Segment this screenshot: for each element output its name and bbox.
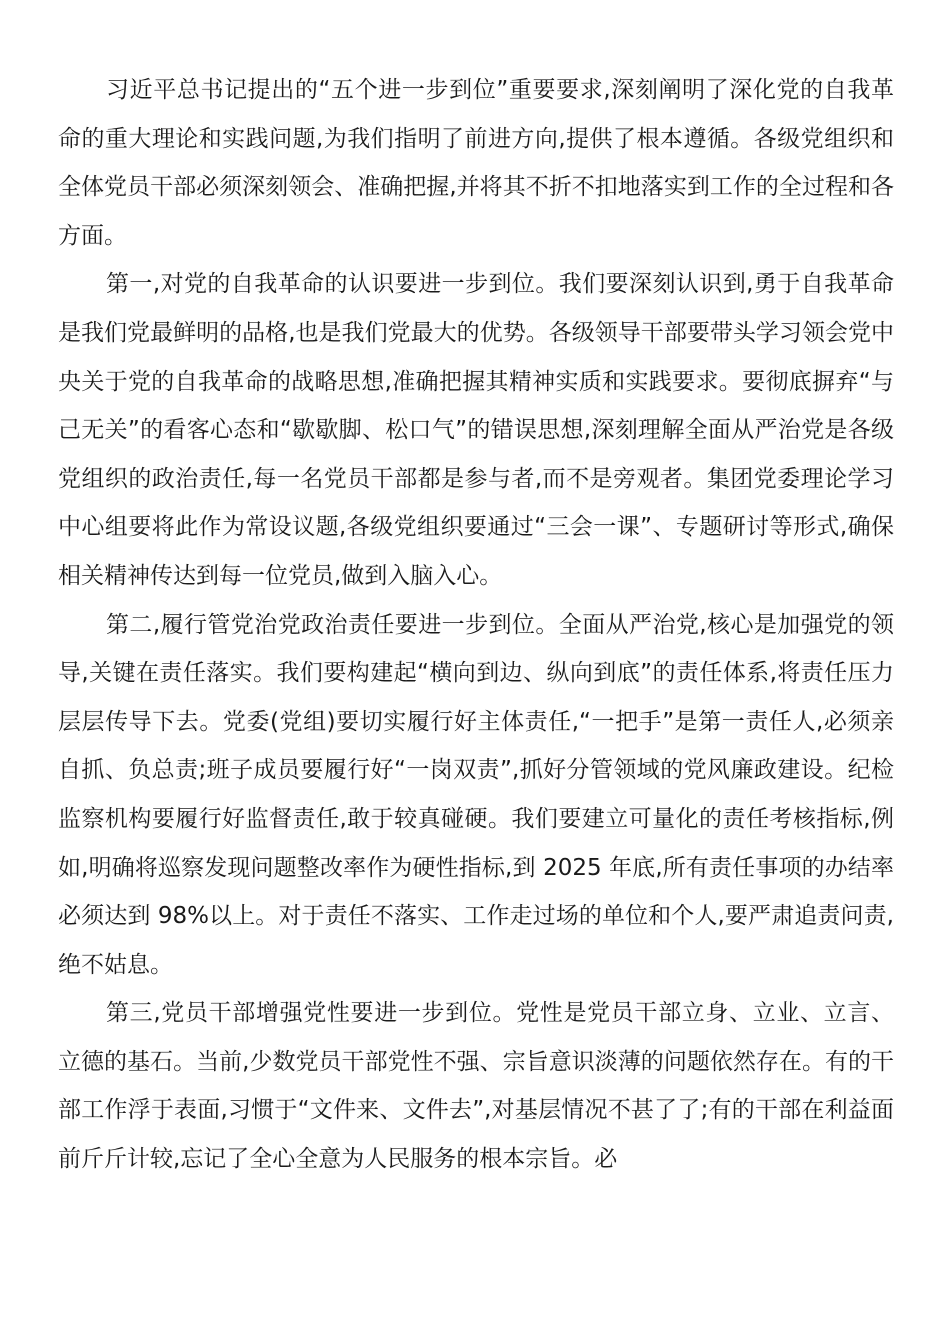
- paragraph-second-point: 第二,履行管党治党政治责任要进一步到位。全面从严治党,核心是加强党的领导,关键在责任落实。我们要构建起“横向到边、纵向到底”的责任体系,将责任压力层层传导下去。党委(党组)要切实履行好主体责任,“一把手”是第一责任人,必须亲自抓、负总责;班子成员要履行好“一岗双责”,抓好分管领域的党风廉政建设。纪检监察机构要履行好监督责任,敢于较真碰硬。我们要建立可量化的责任考核指标,例如,明确将巡察发现问题整改率作为硬性指标,到 2025 年底,所有责任事项的办结率必须达到 98%以上。对于责任不落实、工作走过场的单位和个人,要严肃追责问责,绝不姑息。: [58, 611, 894, 978]
- paragraph-third-point: 第三,党员干部增强党性要进一步到位。党性是党员干部立身、立业、立言、立德的基石。当前,少数党员干部党性不强、宗旨意识淡薄的问题依然存在。有的干部工作浮于表面,习惯于“文件来、文件去”,对基层情况不甚了了;有的干部在利益面前斤斤计较,忘记了全心全意为人民服务的根本宗旨。必: [58, 1000, 894, 1173]
- paragraph-first-point: 第一,对党的自我革命的认识要进一步到位。我们要深刻认识到,勇于自我革命是我们党最鲜明的品格,也是我们党最大的优势。各级领导干部要带头学习领会党中央关于党的自我革命的战略思想,准确把握其精神实质和实践要求。要彻底摒弃“与己无关”的看客心态和“歇歇脚、松口气”的错误思想,深刻理解全面从严治党是各级党组织的政治责任,每一名党员干部都是参与者,而不是旁观者。集团党委理论学习中心组要将此作为常设议题,各级党组织要通过“三会一课”、专题研讨等形式,确保相关精神传达到每一位党员,做到入脑入心。: [58, 271, 894, 589]
- document-page: [58, 66, 894, 1184]
- paragraph-intro: 习近平总书记提出的“五个进一步到位”重要要求,深刻阐明了深化党的自我革命的重大理论和实践问题,为我们指明了前进方向,提供了根本遵循。各级党组织和全体党员干部必须深刻领会、准确把握,并将其不折不扣地落实到工作的全过程和各方面。: [58, 77, 894, 249]
